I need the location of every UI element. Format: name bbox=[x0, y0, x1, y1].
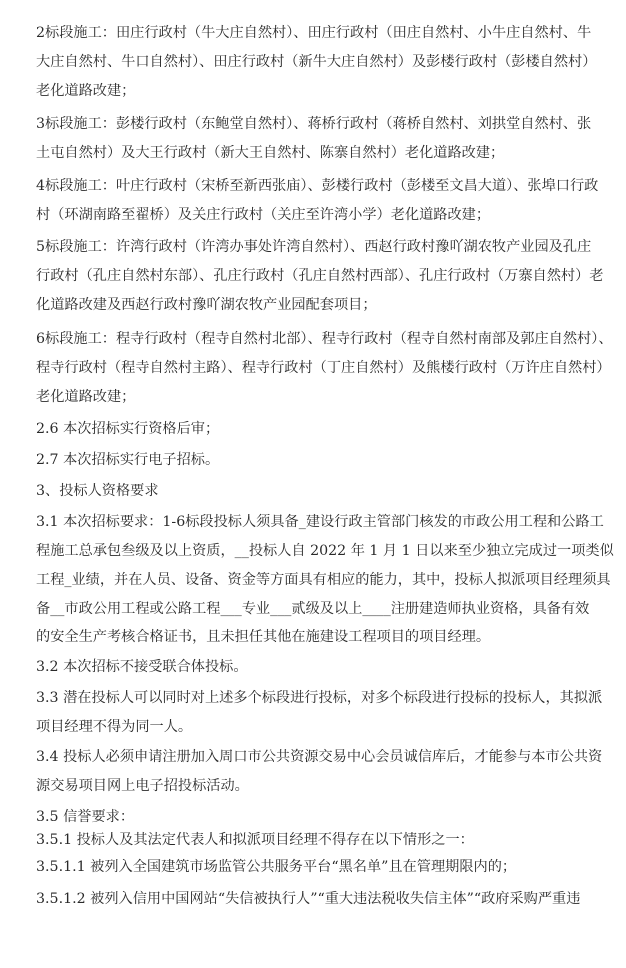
text-line: 3.5 信誉要求： bbox=[36, 809, 135, 825]
text-line: 3.5.1.1 被列入全国建筑市场监管公共服务平台“黑名单”且在管理期限内的； bbox=[36, 859, 517, 875]
text-line: 2标段施工：田庄行政村（牛大庄自然村）、田庄行政村（田庄自然村、小牛庄自然村、牛 bbox=[36, 25, 592, 41]
text-line: 3标段施工：彭楼行政村（东鲍堂自然村）、蒋桥行政村（蒋桥自然村、刘拱堂自然村、张 bbox=[36, 116, 592, 132]
text-line: 3.4 投标人必须申请注册加入周口市公共资源交易中心会员诚信库后，才能参与本市公共资 bbox=[36, 749, 603, 765]
text-line: 土屯自然村）及大王行政村（新大王自然村、陈寨自然村）老化道路改建； bbox=[36, 145, 505, 161]
text-line: 大庄自然村、牛口自然村）、田庄行政村（新牛大庄自然村）及彭楼行政村（彭楼自然村） bbox=[36, 54, 597, 70]
text-line: 3.2 本次招标不接受联合体投标。 bbox=[36, 659, 248, 675]
section-heading: 3、投标人资格要求 bbox=[36, 483, 159, 499]
text-line: 源交易项目网上电子招投标活动。 bbox=[36, 778, 249, 794]
text-line: 3.3 潜在投标人可以同时对上述多个标段进行投标，对多个标段进行投标的投标人，其拟派 bbox=[36, 690, 603, 706]
text-line: 5标段施工：许湾行政村（许湾办事处许湾自然村）、西赵行政村豫吖湖农牧产业园及孔庄 bbox=[36, 239, 592, 255]
text-line: 的安全生产考核合格证书，且未担任其他在施建设工程项目的项目经理。 bbox=[36, 629, 491, 645]
text-line: 备__市政公用工程或公路工程___专业___贰级及以上____注册建造师执业资格，具备有效 bbox=[36, 601, 590, 617]
text-line: 3.5.1.2 被列入信用中国网站“失信被执行人”“重大违法税收失信主体”“政府采购严重违 bbox=[36, 891, 581, 907]
text-line: 化道路改建及西赵行政村豫吖湖农牧产业园配套项目； bbox=[36, 297, 377, 313]
text-line: 项目经理不得为同一人。 bbox=[36, 719, 193, 735]
text-line: 老化道路改建； bbox=[36, 83, 136, 99]
text-line: 程寺行政村（程寺自然村主路）、程寺行政村（丁庄自然村）及熊楼行政村（万许庄自然村） bbox=[36, 360, 611, 376]
text-line: 3.5.1 投标人及其法定代表人和拟派项目经理不得存在以下情形之一： bbox=[36, 832, 474, 848]
text-line: 2.7 本次招标实行电子招标。 bbox=[36, 452, 220, 468]
text-line: 3.1 本次招标要求：1-6标段投标人须具备_建设行政主管部门核发的市政公用工程和公路工 bbox=[36, 514, 604, 530]
text-line: 6标段施工：程寺行政村（程寺自然村北部）、程寺行政村（程寺自然村南部及郭庄自然村）、 bbox=[36, 331, 613, 347]
text-line: 2.6 本次招标实行资格后审； bbox=[36, 421, 220, 437]
text-line: 行政村（孔庄自然村东部）、孔庄行政村（孔庄自然村西部）、孔庄行政村（万寨自然村）老 bbox=[36, 268, 604, 284]
text-line: 老化道路改建； bbox=[36, 389, 136, 405]
text-line: 程施工总承包叁级及以上资质，__投标人自 2022 年 1 月 1 日以来至少独立完成过一项类似 bbox=[36, 543, 614, 559]
text-line: 村（环湖南路至翟桥）及关庄行政村（关庄至许湾小学）老化道路改建； bbox=[36, 207, 491, 223]
text-line: 工程_业绩，并在人员、设备、资金等方面具有相应的能力，其中，投标人拟派项目经理须具 bbox=[36, 572, 611, 588]
text-line: 4标段施工：叶庄行政村（宋桥至新西张庙）、彭楼行政村（彭楼至文昌大道）、张埠口行政 bbox=[36, 178, 599, 194]
